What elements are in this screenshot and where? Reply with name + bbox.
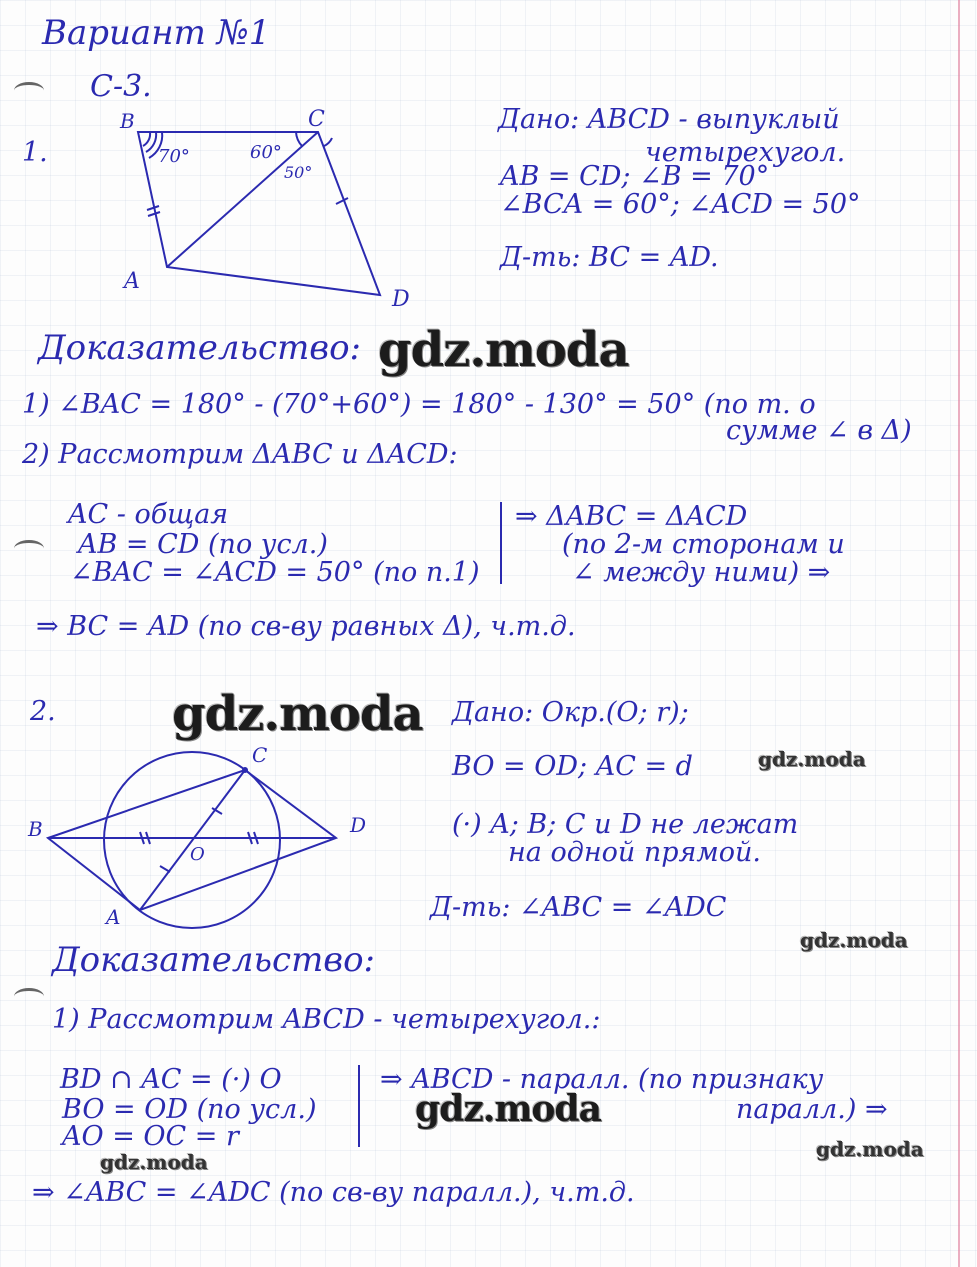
given-line-1: Дано: ABCD - выпуклый (498, 104, 840, 135)
given-line-2: четырехугол. (645, 137, 846, 168)
given-line-2: BO = OD; AC = d (452, 751, 693, 782)
fact-line: BO = OD (по усл.) (62, 1094, 317, 1125)
problem1-figure (110, 100, 430, 310)
proof-step-1: 1) ∠BAC = 180° - (70°+60°) = 180° - 130° = 50° (по т. о (22, 389, 816, 420)
given-line-4: ∠BCA = 60°; ∠ACD = 50° (500, 189, 861, 220)
final-conclusion: ⇒ ∠ABC = ∠ADC (по св-ву паралл.), ч.т.д. (32, 1177, 635, 1208)
angle-c-arc (296, 132, 302, 146)
proof-title: Доказательство: (38, 328, 362, 368)
watermark-small: gdz.moda (800, 928, 908, 952)
fact-line: BD ∩ AC = (·) O (60, 1064, 282, 1095)
problem1-number: 1. (22, 137, 48, 168)
conclusion-line: (по 2-м сторонам и (562, 529, 845, 560)
proof-step-2: 2) Рассмотрим ΔABC и ΔACD: (22, 439, 458, 470)
tick-ab (147, 206, 159, 210)
vertex-c-label: C (308, 107, 325, 132)
fact-line: AB = CD (по усл.) (78, 529, 328, 560)
angle-b-label: 70° (158, 146, 190, 167)
vertex-a-label: A (106, 905, 121, 929)
conclusion-line: паралл.) ⇒ (736, 1094, 888, 1125)
vertex-d-label: D (392, 287, 410, 310)
prove-statement: Д-ть: ∠ABC = ∠ADC (430, 892, 727, 923)
vertex-c-label: C (252, 743, 268, 767)
watermark-logo: gdz.moda (172, 686, 423, 742)
margin-line (958, 0, 960, 1267)
page-subtitle: С-3. (90, 69, 152, 104)
problem2-number: 2. (30, 696, 56, 727)
vertex-d-label: D (350, 813, 367, 837)
conclusion-line: ⇒ ΔABC = ΔACD (515, 501, 748, 532)
vertex-b-label: B (28, 817, 43, 841)
watermark-small: gdz.moda (758, 747, 866, 771)
vertex-a-label: A (124, 269, 140, 294)
conclusion-line: ⇒ ABCD - паралл. (по признаку (380, 1064, 824, 1095)
diagonal-ac (140, 770, 245, 910)
tick-ao (160, 866, 170, 872)
bracket-divider (358, 1065, 360, 1147)
bracket-divider (500, 502, 502, 584)
proof-step-1-cont: сумме ∠ в Δ) (726, 415, 912, 446)
fact-line: AO = OC = r (62, 1121, 239, 1152)
final-conclusion: ⇒ BC = AD (по св-ву равных Δ), ч.т.д. (36, 611, 576, 642)
tick-cd (336, 198, 348, 204)
punch-hole (14, 540, 44, 557)
given-line-3: (·) A; B; C и D не лежат (452, 809, 799, 840)
proof-title: Доказательство: (52, 940, 376, 980)
punch-hole (14, 82, 44, 99)
watermark-small: gdz.moda (816, 1137, 924, 1161)
fact-line: ∠BAC = ∠ACD = 50° (по п.1) (70, 557, 480, 588)
watermark-small: gdz.moda (100, 1150, 208, 1174)
given-line-3: AB = CD; ∠B = 70° (500, 161, 770, 192)
problem2-figure (20, 740, 390, 940)
angle-c2-label: 50° (284, 163, 313, 182)
proof-step-1: 1) Рассмотрим ABCD - четырехугол.: (52, 1004, 601, 1035)
punch-hole (14, 988, 44, 1005)
vertex-b-label: B (120, 109, 135, 133)
watermark-logo: gdz.moda (415, 1088, 601, 1130)
watermark-logo: gdz.moda (378, 322, 629, 378)
page-title: Вариант №1 (42, 13, 271, 53)
center-o-label: O (190, 844, 205, 865)
angle-b-arc (143, 132, 150, 146)
conclusion-line: ∠ между ними) ⇒ (572, 557, 831, 588)
given-line-1: Дано: Окр.(O; r); (452, 697, 689, 728)
fact-line: AC - общая (68, 499, 229, 530)
given-line-4: на одной прямой. (508, 837, 762, 868)
prove-statement: Д-ть: BC = AD. (500, 242, 719, 273)
angle-c1-label: 60° (250, 142, 282, 163)
